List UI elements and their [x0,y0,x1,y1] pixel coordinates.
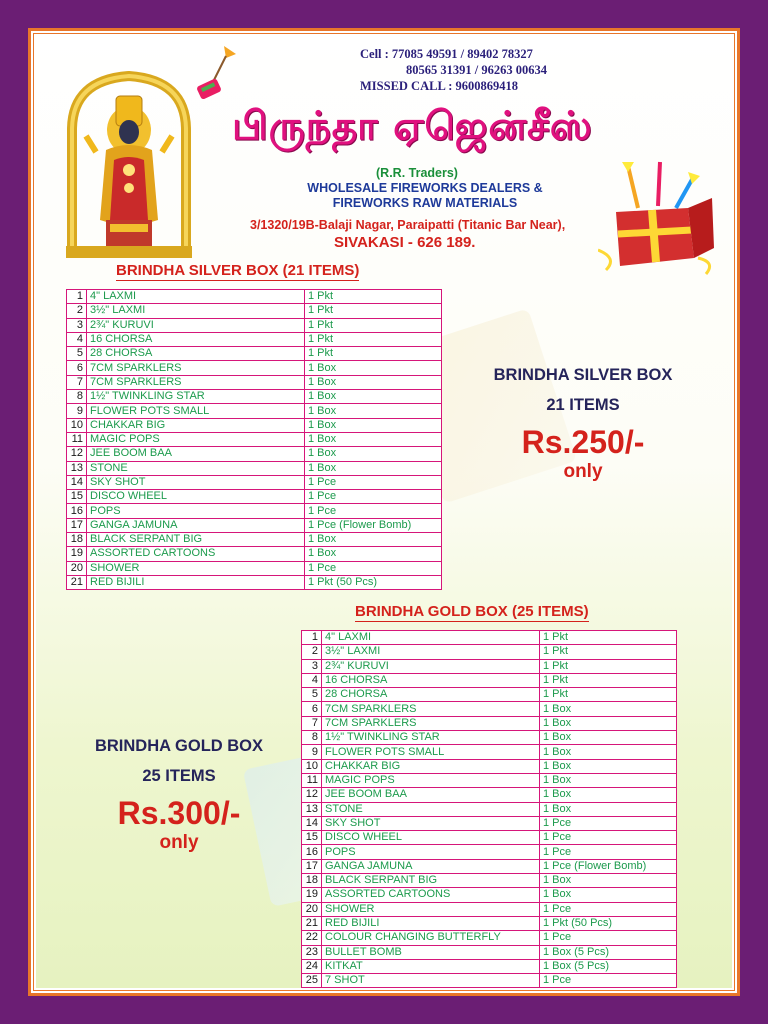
item-quantity: 1 Box [305,404,442,418]
item-quantity: 1 Box [540,759,677,773]
shop-name-tamil: பிருந்தா ஏஜென்சீஸ் [232,104,593,149]
item-name: 7CM SPARKLERS [87,361,305,375]
item-name: JEE BOOM BAA [87,447,305,461]
item-name: 7 SHOT [322,974,540,988]
silver-price-name: BRINDHA SILVER BOX [493,366,673,384]
item-quantity: 1 Pkt [540,688,677,702]
item-name: GANGA JAMUNA [322,859,540,873]
row-number: 3 [302,659,322,673]
row-number: 3 [67,318,87,332]
item-quantity: 1 Pkt (50 Pcs) [305,575,442,589]
contact-info [360,46,620,94]
item-quantity: 1 Box [305,375,442,389]
row-number: 10 [302,759,322,773]
item-quantity: 1 Pkt [540,673,677,687]
row-number: 10 [67,418,87,432]
table-row [67,547,442,561]
item-quantity: 1 Box [540,888,677,902]
table-row [302,859,677,873]
item-name: SKY SHOT [87,475,305,489]
item-quantity: 1 Box [540,802,677,816]
row-number: 18 [302,874,322,888]
contact-line-1: Cell : 77085 49591 / 89402 78327 [360,47,533,61]
item-quantity: 1 Box [540,788,677,802]
item-quantity: 1 Pce [540,831,677,845]
table-row [302,959,677,973]
contact-line-2: 80565 31391 / 96263 00634 [406,63,547,77]
item-quantity: 1 Pkt [540,659,677,673]
row-number: 17 [302,859,322,873]
gold-box-title: BRINDHA GOLD BOX (25 ITEMS) [355,603,589,620]
item-name: KITKAT [322,959,540,973]
item-quantity: 1 Box [305,390,442,404]
row-number: 25 [302,974,322,988]
tagline-line-1: WHOLESALE FIREWORKS DEALERS & [307,181,543,195]
item-name: CHAKKAR BIG [322,759,540,773]
table-row [302,716,677,730]
table-row [302,645,677,659]
row-number: 5 [67,347,87,361]
tagline [280,181,570,211]
table-row [302,731,677,745]
item-name: COLOUR CHANGING BUTTERFLY [322,931,540,945]
item-quantity: 1 Box [305,447,442,461]
row-number: 17 [67,518,87,532]
silver-box-title: BRINDHA SILVER BOX (21 ITEMS) [116,262,360,279]
row-number: 16 [67,504,87,518]
row-number: 13 [302,802,322,816]
item-name: POPS [322,845,540,859]
item-quantity: 1 Pkt [540,645,677,659]
row-number: 5 [302,688,322,702]
row-number: 8 [302,731,322,745]
item-name: SKY SHOT [322,816,540,830]
table-row [67,418,442,432]
silver-box-table [66,289,442,590]
tagline-line-2: FIREWORKS RAW MATERIALS [332,196,518,210]
row-number: 24 [302,959,322,973]
row-number: 12 [67,447,87,461]
table-row [302,816,677,830]
table-row [67,504,442,518]
city: SIVAKASI - 626 189. [334,234,476,251]
item-name: GANGA JAMUNA [87,518,305,532]
item-quantity: 1 Box [540,702,677,716]
table-row [302,931,677,945]
item-name: DISCO WHEEL [87,490,305,504]
table-row [302,745,677,759]
row-number: 21 [302,916,322,930]
row-number: 23 [302,945,322,959]
deity-illustration-icon [66,70,192,260]
row-number: 12 [302,788,322,802]
row-number: 20 [302,902,322,916]
item-quantity: 1 Box [305,461,442,475]
row-number: 6 [302,702,322,716]
gold-price: Rs.300/- [117,795,241,831]
item-quantity: 1 Pce [540,845,677,859]
row-number: 20 [67,561,87,575]
item-quantity: 1 Box [540,874,677,888]
table-row [67,290,442,304]
table-row [302,759,677,773]
table-row [302,673,677,687]
item-quantity: 1 Pce (Flower Bomb) [540,859,677,873]
contact-line-3: MISSED CALL : 9600869418 [360,79,519,93]
item-name: RED BIJILI [322,916,540,930]
item-name: BLACK SERPANT BIG [87,533,305,547]
table-row [302,802,677,816]
item-quantity: 1 Box [540,745,677,759]
silver-price-block [478,360,688,483]
address: 3/1320/19B-Balaji Nagar, Paraipatti (Titanic Bar Near), [250,218,566,232]
table-row [67,404,442,418]
table-row [302,702,677,716]
gold-price-items: 25 ITEMS [142,767,216,785]
item-name: MAGIC POPS [87,432,305,446]
item-quantity: 1 Pce [540,816,677,830]
silver-price-only: only [563,461,603,482]
table-row [67,390,442,404]
item-quantity: 1 Pce [305,475,442,489]
row-number: 22 [302,931,322,945]
item-quantity: 1 Pce [540,902,677,916]
table-row [302,916,677,930]
item-name: 2¾" KURUVI [87,318,305,332]
item-quantity: 1 Box [540,731,677,745]
item-name: 1½" TWINKLING STAR [322,731,540,745]
item-name: POPS [87,504,305,518]
table-row [67,518,442,532]
item-name: 28 CHORSA [322,688,540,702]
table-row [67,361,442,375]
item-name: RED BIJILI [87,575,305,589]
table-row [302,831,677,845]
row-number: 11 [302,773,322,787]
item-name: ASSORTED CARTOONS [322,888,540,902]
item-quantity: 1 Pce (Flower Bomb) [305,518,442,532]
table-row [67,533,442,547]
item-name: SHOWER [322,902,540,916]
item-quantity: 1 Pkt [305,347,442,361]
item-name: DISCO WHEEL [322,831,540,845]
item-quantity: 1 Pce [305,504,442,518]
item-name: 4" LAXMI [322,631,540,645]
item-name: STONE [87,461,305,475]
item-name: 7CM SPARKLERS [87,375,305,389]
table-row [302,631,677,645]
rocket-icon [196,44,244,104]
row-number: 8 [67,390,87,404]
table-row [67,347,442,361]
item-name: 3½" LAXMI [87,304,305,318]
row-number: 13 [67,461,87,475]
item-name: 16 CHORSA [322,673,540,687]
item-name: BLACK SERPANT BIG [322,874,540,888]
item-name: 3½" LAXMI [322,645,540,659]
row-number: 2 [302,645,322,659]
item-quantity: 1 Box [305,547,442,561]
row-number: 19 [302,888,322,902]
item-name: 4" LAXMI [87,290,305,304]
item-name: CHAKKAR BIG [87,418,305,432]
item-name: 1½" TWINKLING STAR [87,390,305,404]
row-number: 7 [302,716,322,730]
gold-price-only: only [159,832,199,853]
item-quantity: 1 Pce [540,974,677,988]
silver-price-items: 21 ITEMS [546,396,620,414]
item-quantity: 1 Pkt [305,290,442,304]
row-number: 4 [302,673,322,687]
item-quantity: 1 Box [305,533,442,547]
table-row [302,659,677,673]
row-number: 1 [67,290,87,304]
table-row [67,475,442,489]
table-row [302,874,677,888]
row-number: 9 [67,404,87,418]
table-row [302,888,677,902]
item-quantity: 1 Box [305,432,442,446]
item-quantity: 1 Box [305,361,442,375]
table-row [302,945,677,959]
table-row [302,845,677,859]
gold-box-table [301,630,677,988]
item-quantity: 1 Pkt [305,332,442,346]
row-number: 11 [67,432,87,446]
item-name: 28 CHORSA [87,347,305,361]
item-name: JEE BOOM BAA [322,788,540,802]
item-quantity: 1 Box (5 Pcs) [540,959,677,973]
item-name: 2¾" KURUVI [322,659,540,673]
row-number: 2 [67,304,87,318]
item-name: ASSORTED CARTOONS [87,547,305,561]
item-quantity: 1 Pce [305,490,442,504]
item-name: FLOWER POTS SMALL [87,404,305,418]
table-row [67,375,442,389]
table-row [302,974,677,988]
table-row [67,575,442,589]
row-number: 9 [302,745,322,759]
row-number: 4 [67,332,87,346]
item-quantity: 1 Pce [540,931,677,945]
item-name: FLOWER POTS SMALL [322,745,540,759]
table-row [67,332,442,346]
gift-box-fireworks-icon [598,158,716,276]
row-number: 15 [302,831,322,845]
item-name: 7CM SPARKLERS [322,716,540,730]
item-name: MAGIC POPS [322,773,540,787]
item-quantity: 1 Pkt [305,304,442,318]
item-name: BULLET BOMB [322,945,540,959]
row-number: 21 [67,575,87,589]
table-row [67,490,442,504]
item-quantity: 1 Pce [305,561,442,575]
table-row [302,788,677,802]
item-quantity: 1 Box [540,716,677,730]
item-quantity: 1 Pkt (50 Pcs) [540,916,677,930]
item-quantity: 1 Pkt [305,318,442,332]
row-number: 1 [302,631,322,645]
row-number: 7 [67,375,87,389]
row-number: 15 [67,490,87,504]
silver-price: Rs.250/- [521,424,645,460]
item-name: STONE [322,802,540,816]
item-name: SHOWER [87,561,305,575]
item-name: 7CM SPARKLERS [322,702,540,716]
table-row [67,561,442,575]
item-quantity: 1 Box [305,418,442,432]
table-row [67,432,442,446]
table-row [67,461,442,475]
item-quantity: 1 Box (5 Pcs) [540,945,677,959]
row-number: 14 [302,816,322,830]
table-row [67,447,442,461]
table-row [302,688,677,702]
gold-price-name: BRINDHA GOLD BOX [94,737,264,755]
table-row [67,318,442,332]
sub-name: (R.R. Traders) [376,166,458,180]
row-number: 6 [67,361,87,375]
row-number: 16 [302,845,322,859]
table-row [302,902,677,916]
row-number: 18 [67,533,87,547]
item-name: 16 CHORSA [87,332,305,346]
item-quantity: 1 Pkt [540,631,677,645]
table-row [67,304,442,318]
row-number: 19 [67,547,87,561]
item-quantity: 1 Box [540,773,677,787]
row-number: 14 [67,475,87,489]
gold-price-block [74,731,284,854]
table-row [302,773,677,787]
